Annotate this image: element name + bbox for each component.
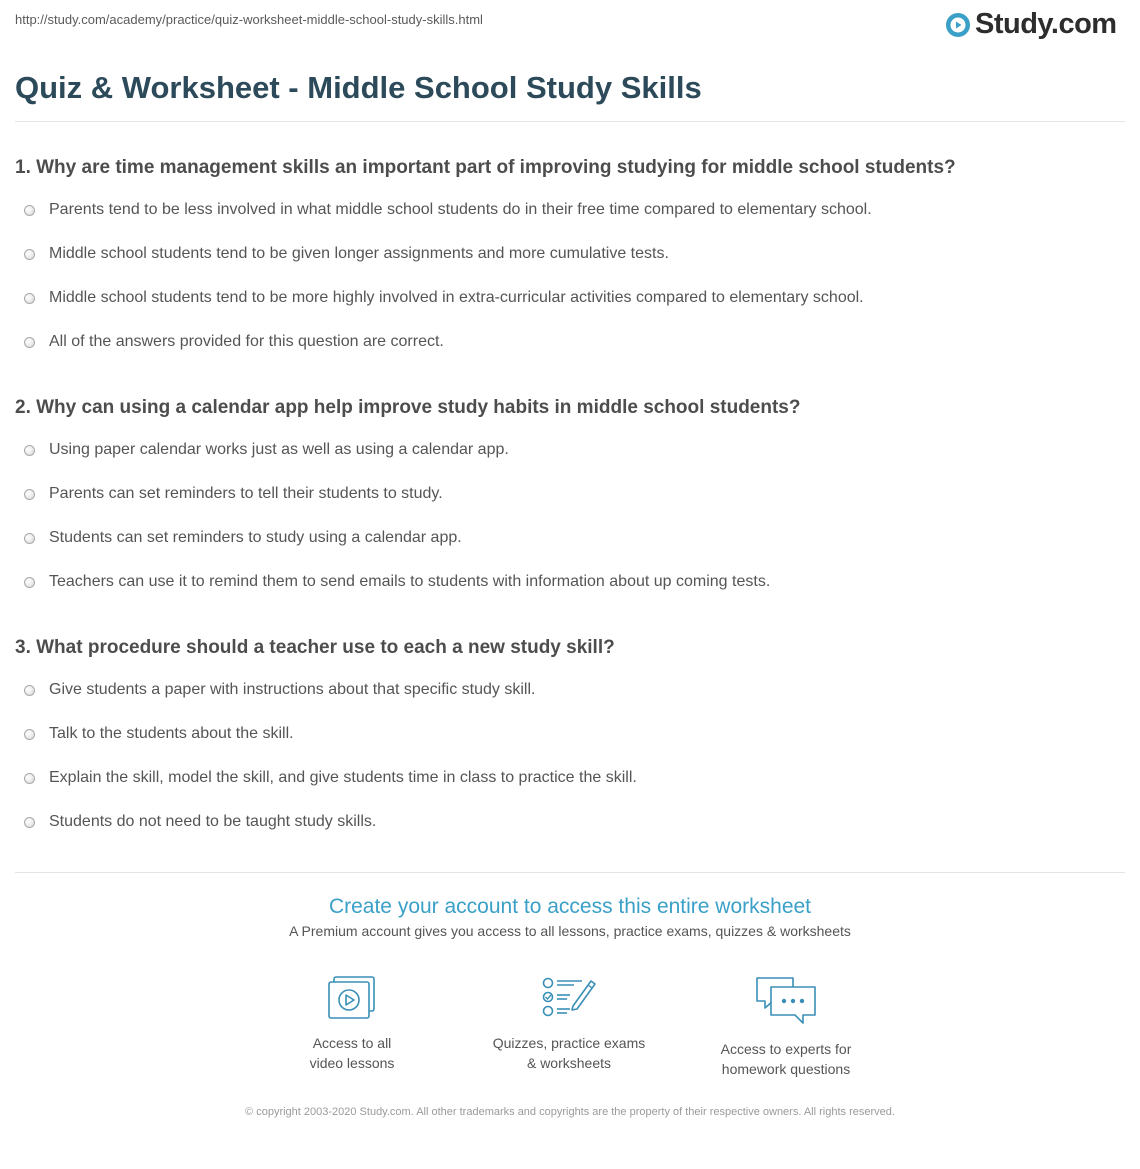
answer-option[interactable]: [15, 668, 1125, 712]
answer-label: Parents can set reminders to tell their students to study.: [49, 485, 443, 502]
answer-option[interactable]: [15, 472, 1125, 516]
study-logo[interactable]: [945, 8, 1117, 41]
question-3: [15, 636, 1125, 844]
feature-line: homework questions: [721, 1061, 851, 1077]
answer-label: Middle school students tend to be more highly involved in extra-curricular activities compared to elementary school.: [49, 289, 864, 306]
answer-label: Using paper calendar works just as well as using a calendar app.: [49, 441, 509, 458]
answer-label: Middle school students tend to be given longer assignments and more cumulative tests.: [49, 245, 669, 262]
question-text: 1. Why are time management skills an important part of improving studying for middle school students?: [15, 157, 956, 178]
question-text: 3. What procedure should a teacher use to each a new study skill?: [15, 637, 615, 658]
radio-button[interactable]: [24, 817, 35, 828]
answer-label: Teachers can use it to remind them to send emails to students with information about up coming tests.: [49, 573, 771, 590]
page-title: Quiz & Worksheet - Middle School Study Skills: [15, 70, 702, 105]
page-url: http://study.com/academy/practice/quiz-worksheet-middle-school-study-skills.html: [15, 12, 483, 27]
question-1: [15, 156, 1125, 364]
radio-button[interactable]: [24, 773, 35, 784]
answer-label: All of the answers provided for this question are correct.: [49, 333, 444, 350]
quiz-checklist-icon: [540, 975, 598, 1021]
answer-label: Students can set reminders to study using a calendar app.: [49, 529, 462, 546]
answer-option[interactable]: [15, 320, 1125, 364]
answer-option[interactable]: [15, 276, 1125, 320]
answer-option[interactable]: [15, 560, 1125, 604]
feature-experts: [686, 975, 886, 1079]
radio-button[interactable]: [24, 337, 35, 348]
radio-button[interactable]: [24, 533, 35, 544]
answer-option[interactable]: [15, 232, 1125, 276]
question-2: [15, 396, 1125, 604]
radio-button[interactable]: [24, 445, 35, 456]
feature-quizzes: [469, 975, 669, 1073]
feature-line: & worksheets: [526, 1055, 612, 1071]
radio-button[interactable]: [24, 293, 35, 304]
answer-option[interactable]: [15, 800, 1125, 844]
feature-line: Quizzes, practice exams: [492, 1035, 646, 1051]
answer-option[interactable]: [15, 756, 1125, 800]
question-text: 2. Why can using a calendar app help improve study habits in middle school students?: [15, 397, 801, 418]
video-lessons-icon: [326, 975, 378, 1021]
radio-button[interactable]: [24, 685, 35, 696]
copyright-notice: © copyright 2003-2020 Study.com. All other trademarks and copyrights are the property of their respective owners. All rights reserved.: [245, 1106, 895, 1118]
answer-label: Give students a paper with instructions about that specific study skill.: [49, 681, 536, 698]
chat-bubbles-icon: [753, 975, 819, 1027]
section-divider: [15, 872, 1125, 873]
answer-option[interactable]: [15, 516, 1125, 560]
play-logo-icon: [945, 12, 971, 38]
create-account-link[interactable]: Create your account to access this entire worksheet: [328, 895, 812, 918]
radio-button[interactable]: [24, 249, 35, 260]
answer-option[interactable]: [15, 188, 1125, 232]
radio-button[interactable]: [24, 489, 35, 500]
logo-text: Study.com: [975, 8, 1117, 40]
answer-option[interactable]: [15, 428, 1125, 472]
answer-option[interactable]: [15, 712, 1125, 756]
radio-button[interactable]: [24, 729, 35, 740]
feature-line: Access to experts for: [720, 1041, 852, 1057]
title-divider: [15, 121, 1125, 122]
answer-label: Parents tend to be less involved in what middle school students do in their free time compared to elementary school.: [49, 201, 872, 218]
answer-label: Explain the skill, model the skill, and give students time in class to practice the skill.: [49, 769, 637, 786]
signup-prompt: [0, 895, 1140, 939]
answer-label: Talk to the students about the skill.: [49, 725, 294, 742]
answer-label: Students do not need to be taught study skills.: [49, 813, 377, 830]
feature-line: Access to all: [312, 1035, 392, 1051]
radio-button[interactable]: [24, 577, 35, 588]
premium-description: A Premium account gives you access to all lessons, practice exams, quizzes & worksheets: [289, 923, 851, 939]
feature-line: video lessons: [309, 1055, 395, 1071]
feature-video-lessons: [252, 975, 452, 1073]
radio-button[interactable]: [24, 205, 35, 216]
